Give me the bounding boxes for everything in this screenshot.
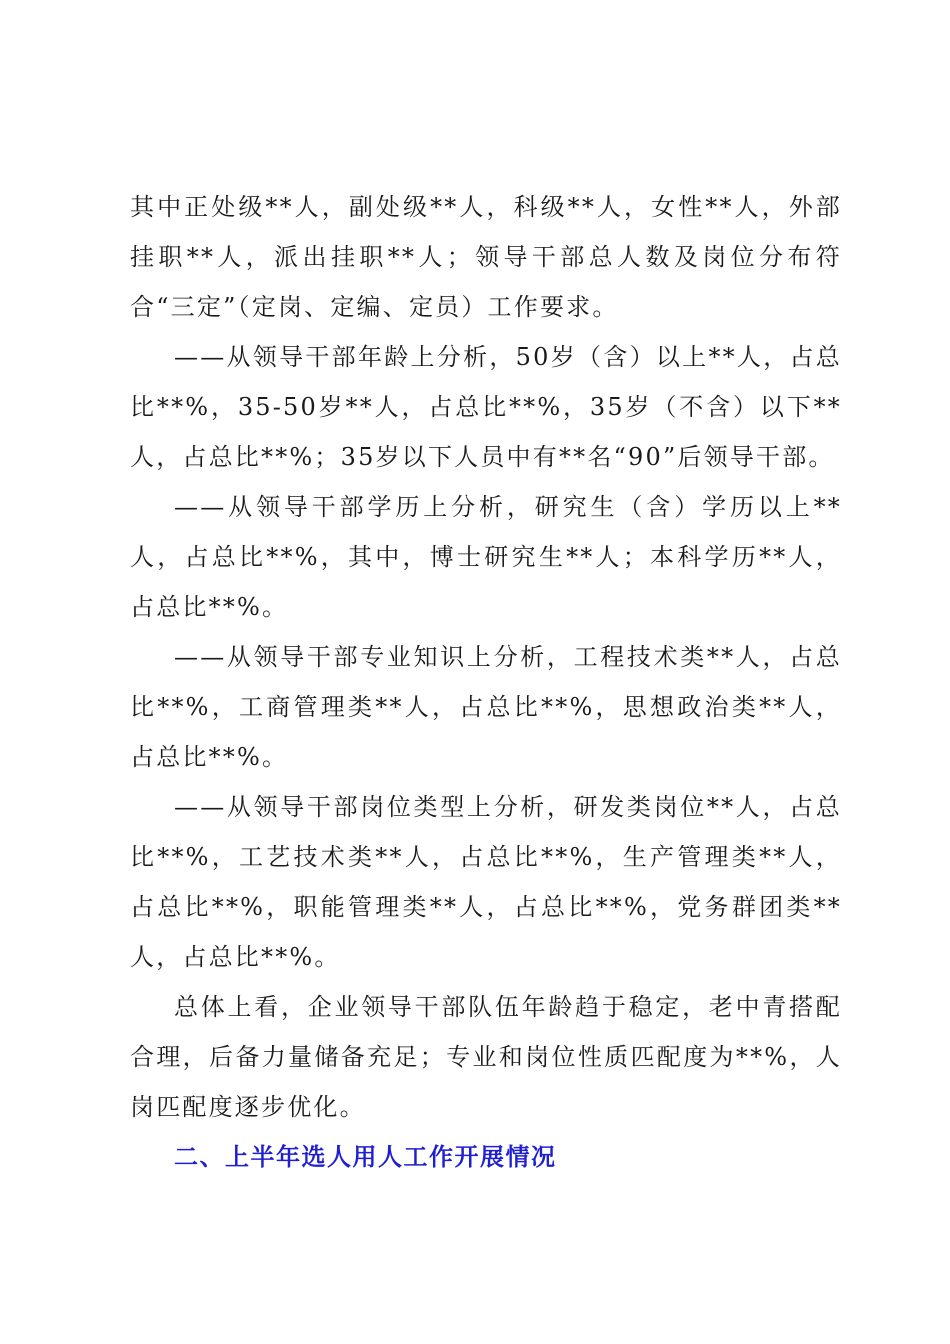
paragraph-staff-composition: 其中正处级**人，副处级**人，科级**人，女性**人，外部挂职**人，派出挂职**人；领导干部总人数及岗位分布符合“三定”（定岗、定编、定员）工作要求。: [130, 193, 842, 321]
document-page: [130, 182, 842, 1182]
paragraph-specialty-analysis: ——从领导干部专业知识上分析，工程技术类**人，占总比**%，工商管理类**人，占总比**%，思想政治类**人，占总比**%。: [130, 643, 842, 771]
paragraph-education-analysis: ——从领导干部学历上分析，研究生（含）学历以上**人，占总比**%，其中，博士研究生**人；本科学历**人，占总比**%。: [130, 493, 842, 621]
paragraph-summary: 总体上看，企业领导干部队伍年龄趋于稳定，老中青搭配合理，后备力量储备充足；专业和岗位性质匹配度为**%，人岗匹配度逐步优化。: [130, 993, 842, 1121]
section-heading: 二、上半年选人用人工作开展情况: [174, 1143, 557, 1171]
paragraph-position-analysis: ——从领导干部岗位类型上分析，研发类岗位**人，占总比**%，工艺技术类**人，占总比**%，生产管理类**人，占总比**%，职能管理类**人，占总比**%，党务群团类**人，占总比**%。: [130, 793, 842, 971]
paragraph-age-analysis: ——从领导干部年龄上分析，50岁（含）以上**人，占总比**%，35-50岁**人，占总比**%，35岁（不含）以下**人，占总比**%；35岁以下人员中有**名“90”后领导干部。: [130, 343, 842, 471]
